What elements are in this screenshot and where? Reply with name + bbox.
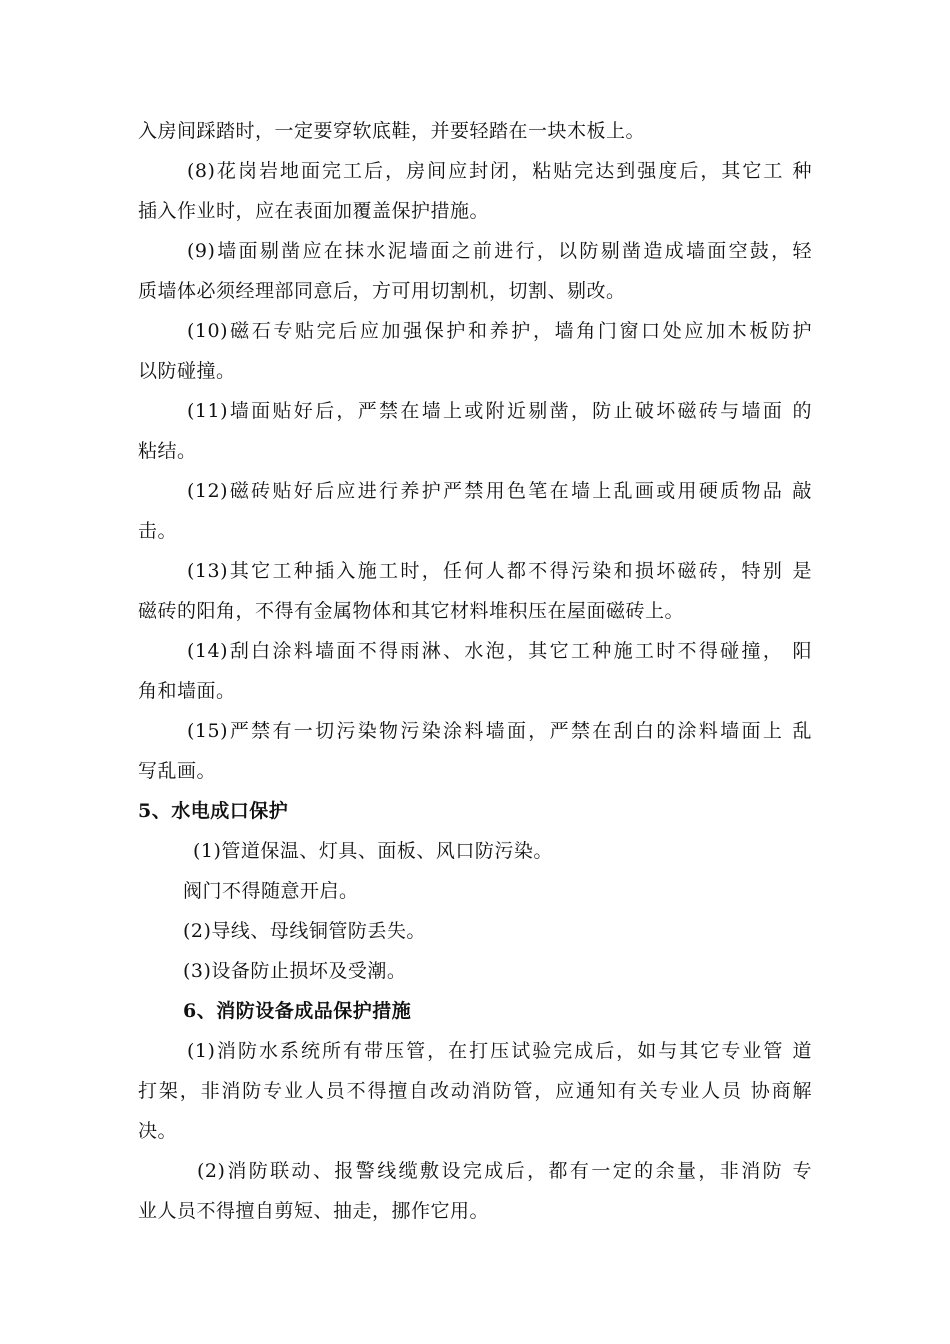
text-line: 粘结。 <box>138 440 197 462</box>
text-line: 写乱画。 <box>138 760 217 782</box>
text-line: 决。 <box>138 1120 178 1142</box>
text-line: 入房间踩踏时，一定要穿软底鞋，并要轻踏在一块木板上。 <box>138 120 646 142</box>
text-line: (12)磁砖贴好后应进行养护严禁用色笔在墙上乱画或用硬质物品 敲 <box>187 480 812 502</box>
text-line: 阀门不得随意开启。 <box>183 880 359 902</box>
text-line: 打架，非消防专业人员不得擅自改动消防管，应通知有关专业人员 协商解 <box>138 1080 812 1102</box>
section-heading: 6、消防设备成品保护措施 <box>183 1000 412 1022</box>
text-line: (14)刮白涂料墙面不得雨淋、水泡，其它工种施工时不得碰撞， 阳 <box>187 640 812 662</box>
text-line: (9)墙面剔凿应在抹水泥墙面之前进行，以防剔凿造成墙面空鼓，轻 <box>187 240 812 262</box>
text-line: (3)设备防止损坏及受潮。 <box>183 960 407 982</box>
text-line: (2)导线、母线铜管防丢失。 <box>183 920 426 942</box>
text-line: (2)消防联动、报警线缆敷设完成后，都有一定的余量，非消防 专 <box>197 1160 812 1182</box>
text-line: (13)其它工种插入施工时，任何人都不得污染和损坏磁砖，特别 是 <box>187 560 812 582</box>
text-line: 角和墙面。 <box>138 680 236 702</box>
text-line: 以防碰撞。 <box>138 360 236 382</box>
text-line: 插入作业时，应在表面加覆盖保护措施。 <box>138 200 490 222</box>
text-line: 击。 <box>138 520 178 542</box>
text-line: 质墙体必须经理部同意后，方可用切割机，切割、剔改。 <box>138 280 626 302</box>
text-line: 磁砖的阳角，不得有金属物体和其它材料堆积压在屋面磁砖上。 <box>138 600 685 622</box>
text-line: (1)消防水系统所有带压管，在打压试验完成后，如与其它专业管 道 <box>187 1040 812 1062</box>
text-line: (11)墙面贴好后，严禁在墙上或附近剔凿，防止破坏磁砖与墙面 的 <box>187 400 812 422</box>
text-line: (10)磁石专贴完后应加强保护和养护，墙角门窗口处应加木板防护 <box>187 320 812 342</box>
text-line: 业人员不得擅自剪短、抽走，挪作它用。 <box>138 1200 490 1222</box>
text-line: (15)严禁有一切污染物污染涂料墙面，严禁在刮白的涂料墙面上 乱 <box>187 720 812 742</box>
section-heading: 5、水电成口保护 <box>138 800 289 822</box>
text-line: (1)管道保温、灯具、面板、风口防污染。 <box>193 840 553 862</box>
text-line: (8)花岗岩地面完工后，房间应封闭，粘贴完达到强度后，其它工 种 <box>187 160 812 182</box>
